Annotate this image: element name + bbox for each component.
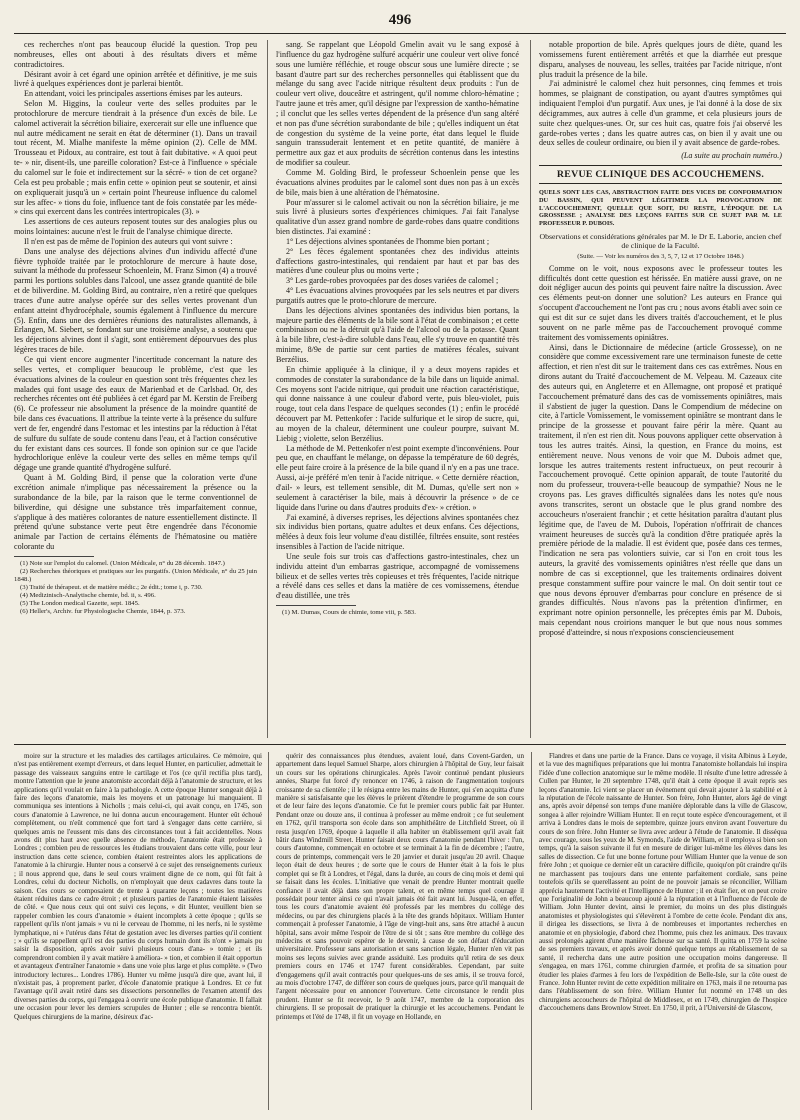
footnote-rule xyxy=(14,556,94,557)
paragraph: Selon M. Higgins, la couleur verte des selles produites par le protochlorure de mercure tiendrait à la présence d'un excès de bile. Le calomel activerait la sécrétion biliaire, exercerait sur elle une influence que nul autre médicament ne serait en état de déterminer (1). Dans un travail tout récent, M. Mialhe manifeste la même opinion (2). Celle de MM. Trousseau et Pidoux, au contraire, est tout à fait dubitative. « A quoi peut te- » nir, disent-ils, une pareille coloration? Est-ce à l'influence » spéciale du calomel sur le foie et indirectement sur la sécré- » tion de cet organe? Cela est peu probable ; mais enfin cette » opinion peut se soutenir, et ainsi on expliquerait jusqu'à un » certain point l'heureuse influence du calomel sur les affec- » tions du foie, influence tant de fois constatée par les méde- » cins qui exercent dans les contrées intertropicales (3). » xyxy=(14,99,257,217)
column-2 xyxy=(276,40,519,740)
paragraph: Ainsi, dans le Dictionnaire de médecine (article Grossesse), on ne considère que comme excessivement rare une terminaison funeste de cette affection, et rien n'est dit sur le traitement dans ces cas extrêmes. Nous en dirons autant du Traité d'accouchement de M. Velpeau. M. Cazeaux cite des auteurs qui, en Angleterre et en Allemagne, ont proposé et pratiqué l'accouchement prématuré dans des cas de vomissements opiniâtres, mais il s'abstient de juger la question. Dans le Compendium de médecine on cite, à l'article Vomissement, le vomissement opiniâtre se montrant dans le principe de la grossesse et pouvant faire périr la mère. Quant au traitement, il n'en est rien dit. Nous pouvons appliquer cette observation à tous les autres traités. Ainsi, la question, en France du moins, est entièrement neuve. Nous venons de voir que M. Dubois admet que, lorsque les autres traitements restent infructueux, on peut recourir à l'accouchement provoqué. Cette opinion apparaît, de toute l'autorité du nom du professeur, trouvera-t-elle beaucoup de sympathie? Nous ne le croyons pas. Les graves difficultés signalées dans les notes qu'e nous avons transcrites, seront un obstacle que le plus grand nombre des accoucheurs n'oseraient franchir ; et cette hésitation paraîtra d'autant plus légitime que, de l'aveu de M. Dubois, l'opération n'offrirait de chances vraiment heureuses de succès qu'à la condition d'être pratiquée après la première période de la maladie. Il est évident que, posée dans ces termes, l'indication ne sera pas volontiers suivie, car si l'on en croit tous les auteurs, la gravité des vomissements opiniâtres n'est réelle que dans un nombre de cas si exceptionnel, que les traitements ordinaires doivent presque constamment suffire pour vaincre le mal. On doit sentir tout ce que nous devons éprouver d'embarras pour conclure en présence de si grandes difficultés. Nous n'avons pas la prétention d'infirmer, en exprimant notre opinion personnelle, les préceptes émis par M. Dubois, mais cependant nous croirions manquer le but que nous nous sommes proposé d'atteindre, si nous n'exposions consciencieusement xyxy=(539,342,782,637)
footnote: (2) Recherches théoriques et pratiques sur les purgatifs. (Union Médicale, n° du 25 juin 1848.) xyxy=(14,567,257,583)
paragraph: Comme on le voit, nous exposons avec le professeur toutes les difficultés dont cette question est hérissée. En matière aussi grave, on ne doit négliger aucun des points qui peuvent faire naître la discussion. Avec ces éléments peut-on donner une solution? Les auteurs en France qui s'occupent d'accouchement ne l'ont pas cru ; nous avons établi avec soin ce qui est dit sur ce sujet dans les divers traités d'accouchement, et le plus souvent on ne parle même pas de l'accouchement provoqué comme traitement des vomissements opiniâtres. xyxy=(539,263,782,342)
feuilleton-column-3 xyxy=(539,752,787,1112)
section-title: REVUE CLINIQUE DES ACCOUCHEMENS. xyxy=(539,165,782,184)
paragraph: 4° Les évacuations alvines provoquées par les sels neutres et par divers purgatifs autres que le proto-chlorure de mercure. xyxy=(276,286,519,305)
footnote: (6) Heller's, Archiv. fur Physiologische Chemie, 1844, p. 373. xyxy=(20,607,186,615)
column-divider xyxy=(530,40,531,738)
footnote: (1) M. Dumas, Cours de chimie, tome viii, p. 583. xyxy=(282,609,416,617)
footnote: (5) The London medical Gazette, sept. 1845. xyxy=(20,599,140,607)
paragraph: J'ai examiné, à diverses reprises, les déjections alvines spontanées chez six individus bien portans, quatre adultes et deux enfans. Ces déjections, mêlées à deux fois leur volume d'eau distillée, filtrées ensuite, sont restées insensibles à l'action de l'acide nitrique. xyxy=(276,512,519,552)
paragraph: En attendant, voici les principales assertions émises par les auteurs. xyxy=(24,89,243,99)
section-summary: QUELS SONT LES CAS, ABSTRACTION FAITE DES VICES DE CONFORMATION DU BASSIN, QUI PEUVENT LÉGITIMER LA PROVOCATION DE L'ACCOUCHEMENT, QUELLE QUE SOIT, DU RESTE, L'ÉPOQUE DE LA GROSSESSE ; ANALYSE DES LEÇONS FAITES SUR CE SUJET PAR M. LE PROFESSEUR P. DUBOIS. xyxy=(539,188,782,228)
paragraph: notable proportion de bile. Après quelques jours de diète, quand les vomissemens furent entièrement arrêtés et que la diarrhée eut presque disparu, analyses de nouveau, les selles, traitées par l'acide nitrique, n'ont plus traduit la présence de la bile. xyxy=(539,40,782,79)
paragraph: Dans une analyse des déjections alvines d'un individu affecté d'une fièvre typhoïde traitée par le protochlorure de mercure à haute dose, suivant la méthode du professeur Schoenlein, M. Franz Simon (4) a trouvé parmi les portions solubles dans l'alcool, une assez grande quantité de bile et de biliverdine. M. Golding Bird, au contraire, n'en a retiré que quelques traces d'une autre analyse opérée sur des selles vertes provenant d'un enfant atteint d'hydrocéphale, soumis également à l'influence du mercure (5). Enfin, dans une des dernières réunions des naturalistes allemands, à Erlangen, M. Siebert, se fondant sur une troisième analyse, a soutenu que les déjections alvines dont il s'agit, sont entièrement dépourvues des plus légères traces de bile. xyxy=(14,246,257,355)
feuilleton-rule xyxy=(14,744,786,745)
paragraph: Les assertions de ces auteurs reposent toutes sur des analogies plus ou moins lointaines: aucune n'est le fruit de l'analyse chimique directe. xyxy=(14,217,257,237)
footnote-rule xyxy=(276,605,356,606)
footnote: (1) Note sur l'emploi du calomel. (Union Médicale, n° du 28 décemb. 1847.) xyxy=(20,559,225,567)
paragraph: Désirant avoir à cet égard une opinion arrêtée et définitive, je me suis livré à quelques expériences dont je parlerai bientôt. xyxy=(14,69,257,89)
paragraph: 2° Les fèces également spontanées chez des individus atteints d'affections gastro-intestinales, qui rendaient par haut et par bas des matières d'une couleur plus ou moins verte ; xyxy=(276,246,519,276)
column-divider xyxy=(267,40,268,738)
paragraph: La méthode de M. Pettenkofer n'est point exempte d'inconvéniens. Pour peu que, en chauffant le mélange, on dépasse la température de 60 degrés, elle peut faire croire à la présence de la bile quand il n'y en a pas une trace. Aussi, ai-je préféré m'en tenir à l'acide nitrique. « Cette dernière réaction, d'ail- » leurs, est tellement sensible, dit M. Dumas, qu'elle sert non » seulement à caractériser la bile, mais à découvrir la présence » de ce liquide dans l'urine ou dans d'autres produits d'ex- » crétion. » xyxy=(276,443,519,512)
paragraph: Il n'en est pas de même de l'opinion des auteurs qui vont suivre : xyxy=(24,236,233,246)
column-3 xyxy=(539,40,782,740)
to-be-continued: (La suite au prochain numéro.) xyxy=(681,151,782,161)
feuilleton-column-1 xyxy=(14,752,262,1112)
footnote: (3) Traité de thérapeut. et de matière médic.; 2e édit.; tome i, p. 730. xyxy=(20,583,203,591)
paragraph: J'ai administré le calomel chez huit personnes, cinq femmes et trois hommes, se plaignant de constipation, ou ayant d'autres symptômes qui indiquaient l'emploi d'un purgatif. Aux unes, je l'ai donné à la dose de six décigrammes, aux autres à celle d'un gramme, et cela plusieurs jours de suite chez quelques-unes. Or, sur ces huit cas, quatre fois j'ai observé les garde-robes vertes ; dans les quatre autres cas, on bien il y avait une ou deux selles de couleur ordinaire, ou bien il y avait absence de garde-robes. xyxy=(539,79,782,148)
column-divider xyxy=(531,752,532,1110)
paragraph: sang. Se rappelant que Léopold Gmelin avait vu le sang exposé à l'influence du gaz hydrogène sulfuré acquérir une couleur vert olive foncé sous une lumière réfléchie, et rouge obscur sous une lumière directe ; se basant d'autre part sur des recherches personnelles qui établissent que du mélange du sang avec l'acide nitrique résultent deux produits : l'un de couleur vert olive, douceâtre et astringent, qu'il nomme chloro-hématine ; l'autre jaune et très amer, qu'il désigne par l'expression de xantho-hématine ; il conclut que les selles vertes dépendent de la présence d'un sang altéré et non pas d'une sécrétion surabondante de bile ; qu'elles indiquent un état de congestion du système de la veine porte, état dans lequel le fluide sanguin transsuderait lentement et en petite quantité, de manière à permettre aux gaz et aux produits de sécrétion contenus dans les intestins de modifier sa couleur. xyxy=(276,40,519,168)
paragraph: ces recherches n'ont pas beaucoup élucidé la question. Trop peu nombreuses, elles ont abouti à des résultats divers et même contradictoires. xyxy=(14,40,257,69)
paragraph: moire sur la structure et les maladies des cartilages articulaires. Ce mémoire, qui n'est pas entièrement exempt d'erreurs, et dans lequel Hunter, en particulier, admettait le passage des vaisseaux sanguins entre le cartilage et l'os (ce qu'il rectifia plus tard), montre l'attention que le jeune anatomiste accordait déjà à l'anatomie de structure, et les applications qu'il voulait en faire à la pathologie. A cette époque Hunter songeait déjà à faire des leçons d'anatomie, mais les moyens et un patronage lui manquaient. Il communiqua ses intentions à Nicholls ; mais celui-ci, qui avait conçu, en 1745, son cours d'anatomie à Lawrence, ne lui donna aucun encouragement. Hunter eût échoué complètement, ou n'eût commencé que fort tard à s'engager dans cette carrière, si quelques amis ne l'eussent mis dans des circonstances tout à fait accidentelles. Nous avons dit plus haut avec quelle absence de méthode, l'anatomie était professée à Londres ; combien peu de ressources les étudians trouvaient dans cette ville, pour leur instruction dans cette science, combien étaient restreintes alors les applications de l'anatomie à la chirurgie. Hunter nous a conservé à ce sujet des renseignements curieux ; il nous apprend que, dans le seul cours vraiment digne de ce nom, qui fût fait à Londres, celui du docteur Nicholls, on n'employait que deux cadavres dans toute la saison. Ces cours se composaient de trente à quarante leçons ; toutes les matières étaient réduites dans ce cadre étroit ; et plusieurs parties de l'anatomie étaient laissées de côté. « Que nous ceux qui ont suivi ces leçons, » dit Hunter, veuillent bien se rappeler combien les cours d'anatomie » étaient incomplets à cette époque ; qu'ils se rappellent qu'ils n'ont jamais » vu ni le cerveau de l'homme, ni les nerfs, ni le système lymphatique, ni » l'utérus dans l'état de gestation avec les diverses parties qu'il contient ; » qu'ils se rappellent qu'il est des parties du corps humain dont ils n'ont » jamais pu saisir la disposition, après avoir suivi plusieurs cours d'ana- » tomie ; et ils comprendront combien il y avait matière à améliora- » tion, et combien il était opportun et avantageux d'entraîner l'anatomie » dans une voie plus large et plus complète. » (Two introductory lectures... Londres 1786). Hunter vu même jusqu'à dire que, avant lui, il n'existait pas, à proprement parler, d'école d'anatomie pratique à Londres. Et ce fut l'avantage qu'il avait retiré dans ses dissections personnelles de l'examen attentif des diverses parties du corps, qui l'engagea à ouvrir une école publique d'anatomie. Il fallait une occasion pour lever les derniers scrupules de Hunter ; elle se rencontra bientôt. Quelques chirurgiens de la marine, désireux d'ac- xyxy=(14,752,262,1021)
feuilleton-column-2 xyxy=(276,752,524,1112)
continuation-note: (Suite. — Voir les numéros des 3, 5, 7, 12 et 17 Octobre 1848.) xyxy=(577,252,744,260)
column-1 xyxy=(14,40,257,740)
paragraph: quérir des connaissances plus étendues, avaient loué, dans Covent-Garden, un appartement dans lequel Samuel Sharpe, alors chirurgien à l'hôpital de Guy, leur faisait un cours sur les opérations chirurgicales. Après l'avoir continué pendant plusieurs années, Sharpe fut forcé d'y renoncer en 1746, à raison de l'augmentation toujours croissante de sa clientèle ; il le résigna entre les mains de Hunter, qui s'en acquitta d'une manière si satisfaisante que les élèves le prièrent d'étendre le programme de son cours et de leur faire des leçons d'anatomie. Ce fut le premier cours public fait par Hunter. Pendant onze ou douze ans, il continua à professer au même endroit ; ce fut seulement en 1762, qu'il transporta son école dans son amphithéâtre de Litchfield Street, où il resta jusqu'en 1769, époque à laquelle il alla habiter un établissement qu'il avait fait bâtir dans Windmill Street. Hunter faisait deux cours d'anatomie pendant l'hiver : l'un, cours d'automne, commençait en octobre et se terminait à la fin de décembre ; l'autre, cours de printemps, commençait vers le 20 janvier et durait jusqu'au 20 avril. Chaque leçon était de deux heures ; de sorte que le cours de Hunter était à la fois le plus complet qui se fît à Londres, et l'égal, dans la durée, au cours de cinq mois et demi qui se faisait dans les écoles. L'initiative que venait de prendre Hunter montrait quelle confiance il avait déjà dans son propre talent, et en même temps quel courage il possédait pour tenter ainsi ce qui n'avait jamais été fait avant lui. Jusque-là, en effet, tous les cours d'anatomie avaient été professés par les membres du collège des médecins, ou par des chirurgiens placés à la tête des grands hôpitaux. William Hunter commençait à professer l'anatomie, à l'âge de vingt-huit ans, sans être attaché à aucun hôpital, sans avoir même l'espoir de l'être de si tôt ; sans être membre du collège des médecins et sans pouvoir espérer de le devenir, à cause de son défaut d'éducation universitaire. Professeur sans autorisation et sans sanction légale, Hunter n'en vit pas moins ses leçons suivies avec grande assiduité. Les produits qu'il retira de ses deux premiers cours en 1746 et 1747 furent considérables. Cependant, par suite d'engagemens qu'il avait contractés pour quelques-uns de ses amis, il se trouva forcé, au mois d'octobre 1747, de différer son cours de quelques jours, parce qu'il manquait de l'argent nécessaire pour en annoncer l'ouverture. Cette circonstance le rendit plus prudent. Hunter se fit recevoir, le 9 août 1747, membre de la corporation des chirurgiens. Il se proposait de pratiquer la chirurgie et les accouchemens. Pendant le printemps et l'été de 1748, il fit un voyage en Hollande, en xyxy=(276,752,524,1021)
paragraph: Pour m'assurer si le calomel activait ou non la sécrétion biliaire, je me suis livré à plusieurs sortes d'expériences chimiques. J'ai fait l'analyse qualitative d'un assez grand nombre de garde-robes dans quatre conditions bien distinctes. J'ai examiné : xyxy=(276,197,519,237)
paragraph: En chimie appliquée à la clinique, il y a deux moyens rapides et commodes de constater la surabondance de la bile dans un liquide animal. Ces moyens sont l'acide nitrique, qui produit une réaction caractéristique, qui donne naissance à une couleur d'abord verte, puis bleu-violet, puis rouge, tout cela dans l'espace de quelques secondes (1) ; enfin le procédé découvert par M. Pettenkofer : l'acide sulfurique et le sirop de sucre, qui, au moyen de la chaleur, déterminent une couleur pourpre, suivant M. Liebig ; violette, selon Berzélius. xyxy=(276,364,519,443)
footnote: (4) Medizinisch-Analytische chemie, bd. ii, s. 496. xyxy=(20,591,156,599)
paragraph: 1° Les déjections alvines spontanées de l'homme bien portant ; xyxy=(286,236,490,246)
page-number: 496 xyxy=(388,12,412,28)
paragraph: Dans les déjections alvines spontanées des individus bien portans, la majeure partie des éléments de la bile sont à l'état de combinaison ; et cette combinaison ou ne la détruit qu'à l'aide de l'alcool ou de la potasse. Quant à la bile libre, c'est-à-dire soluble dans l'eau, elle s'y trouve en quantité très minime, 8/9e de partie sur cent parties de matières fécales, suivant Berzélius. xyxy=(276,305,519,364)
section-byline: Observations et considérations générales par M. le Dr E. Laborie, ancien chef de clinique de la Faculté. xyxy=(539,231,782,251)
paragraph: Comme M. Golding Bird, le professeur Schoenlein pense que les évacuations alvines produites par le calomel sont dues non pas à un excès de bile, mais bien à une altération de l'hématosine. xyxy=(276,167,519,197)
paragraph: Une seule fois sur trois cas d'affections gastro-intestinales, chez un individu atteint d'un embarras gastrique, accompagné de vomissemens bilieux et de selles vertes très copieuses et très fréquentes, l'acide nitrique a révélé dans ces selles et dans la matière de ces vomissemens, étendue d'eau distillée, une très xyxy=(276,551,519,601)
header-rule xyxy=(14,33,786,34)
paragraph: 3° Les garde-robes provoquées par des doses variées de calomel ; xyxy=(286,276,499,286)
column-divider xyxy=(268,752,269,1110)
paragraph: Flandres et dans une partie de la France. Dans ce voyage, il visita Albinus à Leyde, et la vue des magnifiques préparations que lui montra l'anatomiste hollandais lui inspira l'idée d'une collection anatomique sur le même modèle. Il résulte d'une lettre adressée à Cullen par Hunter, le 20 septembre 1748, qu'il était à cette époque il avait repris ses leçons d'anatomie. Ici vient se placer un événement qui devait ajouter à la stabilité et à la réputation de l'école naissante de Hunter. Son frère, John Hunter, alors âgé de vingt ans, après avoir dépensé son temps d'une manière déplorable dans la ville de Glascow, songea à aller rejoindre William Hunter. Il en reçut toute espèce d'encouragement, et il arriva à Londres dans le mois de septembre, quinze jours environ avant l'ouverture du cours de son frère. John Hunter se livra avec ardeur à l'étude de l'anatomie. Il disséqua avec courage, sous les yeux de M. Symonds, l'aide de William, et il employa si bien son temps, qu'à la saison suivante il fut en mesure de diriger lui-même les élèves dans les salles de dissection. Ce fut une bonne fortune pour William Hunter que la venue de son frère John ; et quoique ce dernier eût un caractère difficile, quoiqu'on pût craindre qu'ils ne marchassent pas toujours dans une entente parfaitement cordiale, sans peine toutefois qu'ils se querellassent au point de ne pouvoir jamais se réconcilier, William apprécia hautement l'activité et l'intelligence de Hunter ; il en était fier, et on peut croire que l'originalité de John a beaucoup ajouté à la réputation et à l'influence de l'école de William. John Hunter devint, ainsi le premier, du moins un des plus distingués anatomistes et physiologistes qui s'élevèrent à l'ombre de cette école. Pendant dix ans, il dirigea les dissections, se livra à de nombreuses et importantes recherches en anatomie et en physiologie, d'abord chez l'homme, puis chez les animaux. Des travaux aussi prolongés agirent d'une manière fâcheuse sur sa santé. Il quitta en 1759 la scène de ses premiers travaux, et après avoir donné quelque temps au rétablissement de sa santé, il rechercha dans une autre position une occupation moins dangereuse. Il s'engagea, en mars 1761, comme chirurgien d'armée, et profita de sa situation pour étudier les plaies d'armes à feu lors de l'expédition de Belle-Isle, sur la côte ouest de France. John Hunter revint de cette expédition militaire en 1763, mais il ne retourna pas dans l'établissement de son frère. William Hunter fut nommé en 1748 un des chirurgiens accoucheurs de l'hôpital de Middlesex, et en 1749, chirurgien de l'hospice d'accouchemens dans Brownlow Street. En 1750, il prit, à l'Université de Glascow, xyxy=(539,752,787,1013)
paragraph: Ce qui vient encore augmenter l'incertitude concernant la nature des selles vertes, et compliquer beaucoup le problème, c'est que les évacuations alvines de la couleur en question sont très fréquentes chez les malades qui font usage des eaux de Marienbad et de Carlsbad. Or, des recherches récentes ont été publiées à cet égard par M. Kerstin de Freiberg (6). Ce professeur nie absolument la présence de la moindre quantité de bile dans ces évacuations. Il attribue la teinte verte à la présence du sulfure vert de fer, engendré dans l'estomac et les intestins par la réduction à l'état de sulfure du sulfate de soude contenu dans l'eau, et à l'action consécutive du fer existant dans ces sources. Il fonde son opinion sur ce que l'acide hydrochlorique enlève la couleur verte des selles en même temps qu'il dégage une grande quantité d'hydrogène sulfuré. xyxy=(14,355,257,473)
paragraph: Quant à M. Golding Bird, il pense que la coloration verte d'une excrétion animale n'implique pas nécessairement la présence ou la surabondance de la bile, par la raison que le terme conventionnel de biliverdine, qui désigne une substance très imparfaitement connue, s'applique à des matières colorantes de nature essentiellement distincte. Il prétend qu'une substance verte peut être engendrée dans l'économie animale par l'action de certains éléments de l'hématosine ou matière colorante du xyxy=(14,473,257,552)
